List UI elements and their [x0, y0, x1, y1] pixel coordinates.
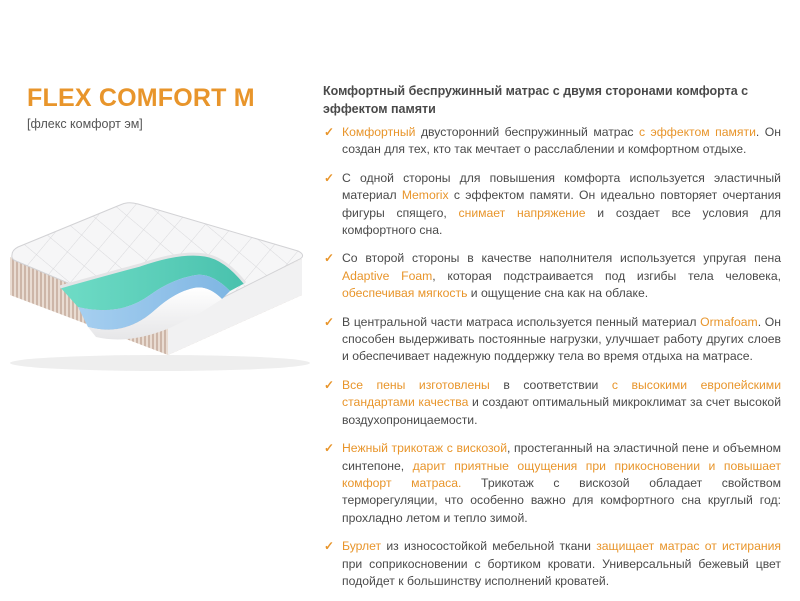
feature-item [323, 377, 781, 429]
feature-text [342, 539, 781, 588]
highlight-text: Adaptive Foam [342, 268, 433, 283]
plain-text: и ощущение сна как на облаке. [467, 286, 649, 301]
highlight-text: защищает матрас от истирания [596, 539, 781, 554]
plain-text: . Он способен выдерживать постоянные нагрузки, улучшает работу других слоев и обеспечивает надежную поддержку тела во время отдыха на матрасе. [342, 314, 782, 364]
check-icon: ✓ [324, 125, 335, 139]
plain-text: Трикотаж с вискозой обладает свойством терморегуляции, что особенно важно для комфортного сна круглый год: прохладно летом и тепло зимой. [342, 475, 781, 525]
check-icon: ✓ [324, 377, 335, 392]
check-icon: ✓ [324, 314, 335, 329]
highlight-text: дарит приятные ощущения при прикосновении и повышает комфорт матраса. [342, 458, 782, 490]
feature-item [323, 440, 781, 527]
highlight-text: обеспечивая мягкость [342, 286, 468, 301]
check-icon: ✓ [324, 539, 335, 554]
feature-item [323, 250, 781, 302]
plain-text: , которая подстраивается под изгибы тела человека, [432, 268, 781, 283]
highlight-text: с эффектом памяти [638, 125, 756, 139]
plain-text: и создают оптимальный микроклимат за счет высокой воздухопроницаемости. [342, 395, 781, 427]
highlight-text: Нежный трикотаж с вискозой [342, 441, 507, 456]
plain-text: С одной стороны для повышения комфорта используется эластичный материал [342, 170, 781, 203]
feature-text [342, 315, 781, 364]
feature-text [342, 171, 781, 237]
product-transcription: [флекс комфорт эм] [27, 117, 143, 131]
plain-text: . Он создан для тех, кто так мечтает о расслаблении и комфортном отдыхе. [342, 125, 781, 157]
highlight-text: Ormafoam [700, 314, 758, 329]
product-title: FLEX COMFORT M [27, 84, 255, 112]
highlight-text: Все пены изготовлены [342, 377, 490, 392]
plain-text: с эффектом памяти. Он идеально повторяет очертания фигуры спящего, [342, 188, 781, 220]
description-block [323, 82, 781, 601]
feature-item [323, 314, 781, 366]
highlight-text: с высокими европейскими стандартами качества [342, 377, 781, 410]
check-icon: ✓ [324, 251, 335, 266]
feature-item [323, 124, 781, 159]
highlight-text: Комфортный [342, 125, 416, 139]
feature-text [342, 441, 781, 525]
feature-list [323, 124, 781, 590]
description-heading: Комфортный беспружинный матрас с двумя сторонами комфорта с эффектом памяти [323, 84, 749, 116]
feature-text [342, 378, 781, 427]
plain-text: Со второй стороны в качестве наполнителя используется упругая пена [342, 251, 781, 266]
highlight-text: снимает напряжение [458, 205, 586, 220]
mattress-image [0, 195, 310, 375]
plain-text: , простеганный на эластичной пене и объемном синтепоне, [342, 441, 781, 473]
plain-text: двусторонний беспружинный матрас [415, 125, 639, 139]
plain-text: В центральной части матраса используется пенный материал [342, 314, 701, 329]
highlight-text: Memorix [401, 188, 449, 203]
check-icon: ✓ [324, 441, 335, 456]
highlight-text: Бурлет [342, 539, 382, 554]
feature-text [342, 251, 781, 300]
feature-text [342, 125, 781, 156]
feature-item [323, 538, 781, 590]
plain-text: при соприкосновении с бортиком кровати. Универсальный бежевый цвет подойдет к большинству исполнений кроватей. [342, 556, 781, 588]
check-icon: ✓ [324, 170, 335, 185]
plain-text: из износостойкой мебельной ткани [381, 539, 597, 554]
plain-text: и создает все условия для комфортного сна. [342, 205, 781, 238]
plain-text: в соответствии [489, 377, 612, 392]
feature-item [323, 170, 781, 240]
